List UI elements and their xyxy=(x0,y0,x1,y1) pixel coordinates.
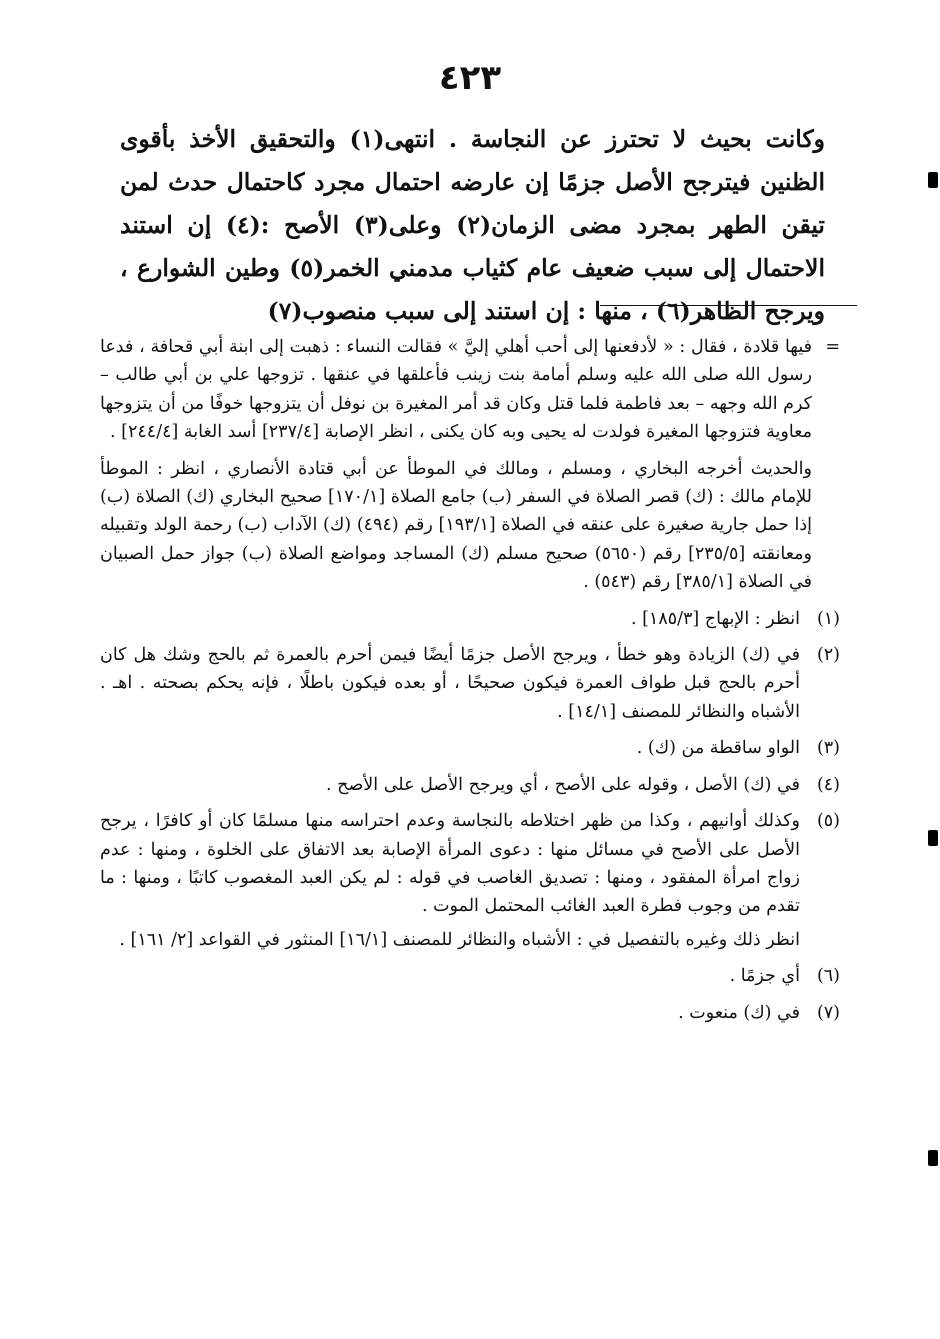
footnote-number: (٥) xyxy=(816,811,840,832)
footnotes-section xyxy=(100,333,840,1027)
scan-edge-mark xyxy=(928,1150,938,1166)
footnote-number: (٧) xyxy=(816,1002,840,1023)
footnote-number: (٢) xyxy=(816,645,840,666)
footnote-text: انظر : الإبهاج [١٨٥/٣] . xyxy=(630,608,800,629)
scan-edge-mark xyxy=(928,830,938,846)
footnote-1 xyxy=(100,605,840,633)
footnote-2 xyxy=(100,641,840,726)
scan-edge-mark xyxy=(928,172,938,188)
footnote-text: في (ك) الزيادة وهو خطأ ، ويرجح الأصل جزمًا أيضًا فيمن أحرم بالعمرة ثم بالحج وشك هل كان أحرم بالحج قبل طواف العمرة فيكون صحيحًا ، أو بعده فيكون باطلًا ، فإنه يحكم بصحته . اهـ . الأشباه والنظائر للمصنف [١٤/١] . xyxy=(100,645,800,722)
footnote-number: (٦) xyxy=(816,966,840,987)
page-number: ٤٢٣ xyxy=(438,58,502,98)
continuation-marker: = xyxy=(825,337,840,357)
footnote-7 xyxy=(100,999,840,1027)
footnote-5 xyxy=(100,807,840,921)
main-text xyxy=(120,118,825,333)
continuation-paragraph-1: فيها قلادة ، فقال : « لأدفعنها إلى أحب أهلي إليَّ » فقالت النساء : ذهبت إلى ابنة أبي قحافة ، فدعا رسول الله صلى الله عليه وسلم أمامة بنت زينب فأعلقها في عنقها . تزوجها علي بن أبي طالب – كرم الله وجهه – بعد فاطمة فلما قتل وكان قد أمر المغيرة بن نوفل أن يتزوجها خوفًا من أن يتزوجها معاوية فتزوجها المغيرة فولدت له يحيى وبه كان يكنى ، انظر الإصابة [٢٣٧/٤] أسد الغابة [٢٤٤/٤] . xyxy=(100,337,812,443)
main-paragraph: وكانت بحيث لا تحترز عن النجاسة . انتهى(١) والتحقيق الأخذ بأقوى الظنين فيترجح الأصل جزمًا إن عارضه احتمال مجرد كاحتمال حدث لمن تيقن الطهر بمجرد مضى الزمان(٢) وعلى(٣) الأصح :(٤) إن استند الاحتمال إلى سبب ضعيف عام كثياب مدمني الخمر(٥) وطين الشوارع ، ويرجح الظاهر(٦) ، منها : إن استند إلى سبب منصوب(٧) xyxy=(120,125,825,325)
footnote-text: وكذلك أوانيهم ، وكذا من ظهر اختلاطه بالنجاسة وعدم احتراسه منها مسلمًا كان أو كافرًا ، يرجح الأصل على الأصح في مسائل منها : دعوى المرأة الإصابة بعد الاتفاق على الخلوة ، ومنها : عدم زواج امرأة المفقود ، ومنها : تصديق الغاصب في قوله : لم يكن العبد المغصوب كاتبًا ، ومنها : ما تقدم من وجوب فطرة العبد الغائب المحتمل الموت . xyxy=(100,811,800,917)
footnote-4 xyxy=(100,771,840,799)
footnote-number: (٣) xyxy=(816,738,840,759)
footnote-number: (٤) xyxy=(816,774,840,795)
continuation-block xyxy=(100,333,840,447)
footnote-text: في (ك) الأصل ، وقوله على الأصح ، أي ويرجح الأصل على الأصح . xyxy=(326,774,800,795)
footnote-3 xyxy=(100,734,840,762)
footnote-number: (١) xyxy=(816,608,840,629)
footnote-6 xyxy=(100,962,840,990)
footnote-5-references: انظر ذلك وغيره بالتفصيل في : الأشباه والنظائر للمصنف [١٦/١] المنثور في القواعد [٢/ ١٦١] . xyxy=(119,929,800,950)
footnote-text: أي جزمًا . xyxy=(729,966,800,987)
footnote-text: في (ك) منعوت . xyxy=(678,1002,800,1023)
footnote-separator xyxy=(600,305,857,306)
footnote-text: الواو ساقطة من (ك) . xyxy=(636,738,800,759)
continuation-paragraph-2: والحديث أخرجه البخاري ، ومسلم ، ومالك في الموطأ عن أبي قتادة الأنصاري ، انظر : الموطأ للإمام مالك : (ك) قصر الصلاة في السفر (ب) جامع الصلاة [١٧٠/١] صحيح البخاري (ك) الصلاة (ب) إذا حمل جارية صغيرة على عنقه في الصلاة [١٩٣/١] رقم (٤٩٤) (ك) الآداب (ب) رحمة الولد وتقبيله ومعانقته [٢٣٥/٥] رقم (٥٦٥٠) صحيح مسلم (ك) المساجد ومواضع الصلاة (ب) جواز حمل الصبيان في الصلاة [٣٨٥/١] رقم (٥٤٣) . xyxy=(100,458,812,593)
